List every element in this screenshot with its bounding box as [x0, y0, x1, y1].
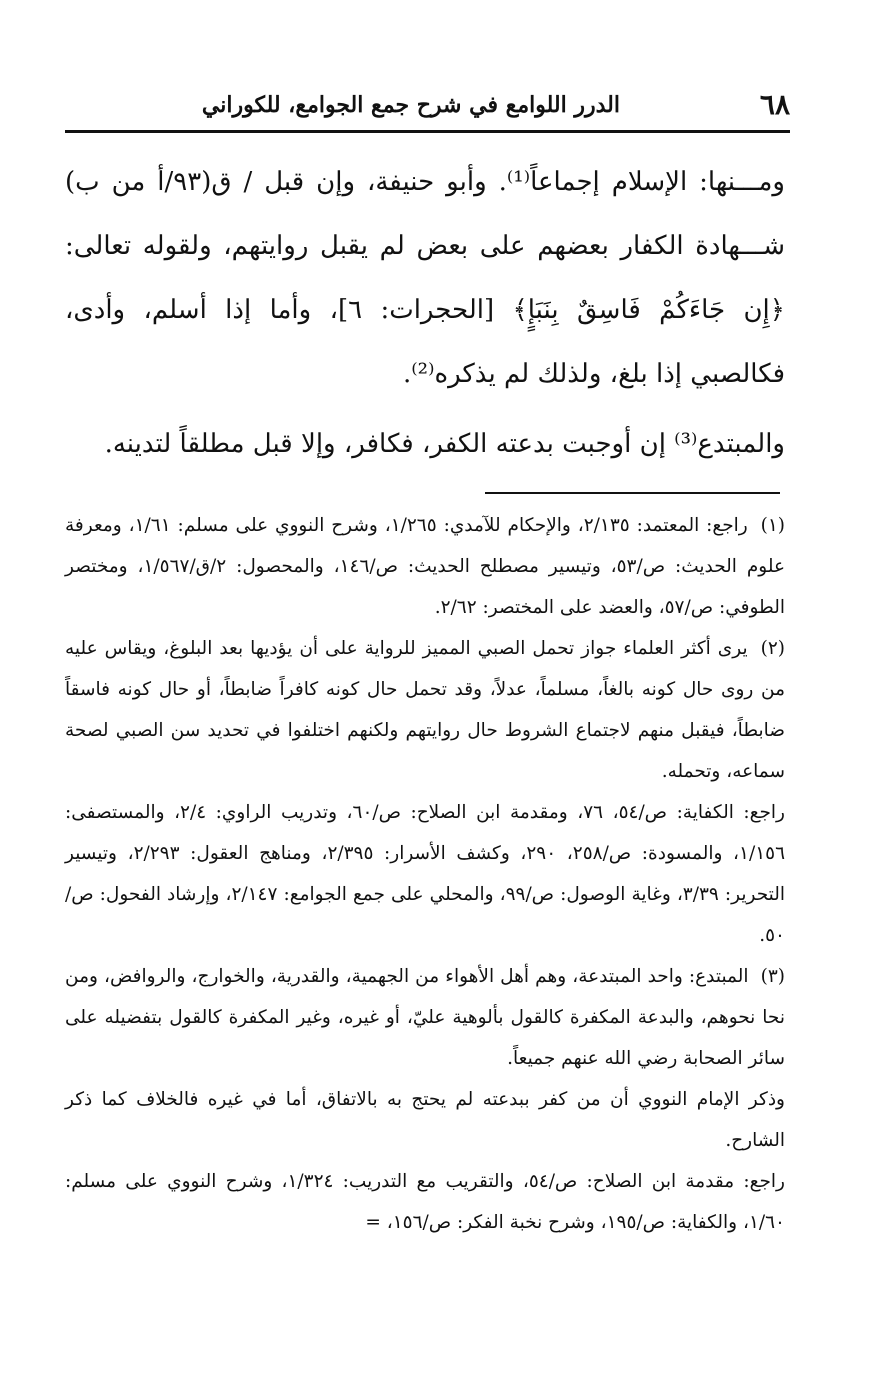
footnote-2-references: راجع: الكفاية: ص/٥٤، ٧٦، ومقدمة ابن الصلاح: ص/٦٠، وتدريب الراوي: ٢/٤، والمستصفى: ١/١٥٦، والمسودة: ص/٢٥٨، ٢٩٠، وكشف الأسرار: ٢/٣٩٥، ومناهج العقول: ٢/٢٩٣، وتيسير التحرير: ٣/٣٩، وغاية الوصول: ص/٩٩، والمحلي على جمع الجوامع: ٢/١٤٧، وإرشاد الفحول: ص/٥٠.: [65, 802, 786, 946]
running-title: الدرر اللوامع في شرح جمع الجوامع، للكوراني: [201, 92, 620, 118]
main-paragraph: والمبتدع⁽³⁾ إن أوجبت بدعته الكفر، فكافر، وإلا قبل مطلقاً لتدينه.: [104, 429, 785, 459]
footnote-3-note: وذكر الإمام النووي أن من كفر ببدعته لم يحتج به بالاتفاق، أما في غيره فالخلاف كما ذكر الشارح.: [65, 1089, 785, 1151]
footnote-1: [65, 505, 785, 628]
footnote-2: [65, 628, 785, 792]
footnote-number: (٢): [760, 638, 785, 659]
main-paragraph: ومـــنها: الإسلام إجماعاً⁽¹⁾. وأبو حنيفة، وإن قبل / ق(٩٣/أ من ب) شـــهادة الكفار بعضهم على بعض لم يقبل روايتهم، ولقوله تعالى: ﴿إِن جَاءَكُمْ فَاسِقٌ بِنَبَإٍ﴾ [الحجرات: ٦]، وأما إذا أسلم، وأدى، فكالصبي إذا بلغ، ولذلك لم يذكره⁽²⁾.: [65, 167, 785, 389]
header-rule: [65, 130, 790, 133]
footnote-number: (١): [760, 515, 785, 536]
footnote-separator: [485, 492, 780, 494]
footnote-3: [65, 956, 785, 1079]
footnote-number: (٣): [760, 966, 785, 987]
footnote-text: راجع: المعتمد: ٢/١٣٥، والإحكام للآمدي: ١/٢٦٥، وشرح النووي على مسلم: ١/٦١، ومعرفة علوم الحديث: ص/٥٣، وتيسير مصطلح الحديث: ص/١٤٦، والمحصول: ٢/ق/١/٥٦٧، ومختصر الطوفي: ص/٥٧، والعضد على المختصر: ٢/٦٢.: [65, 515, 785, 618]
page-header: [60, 88, 790, 128]
page-number: ٦٨: [759, 88, 790, 121]
main-text: [65, 150, 785, 476]
footnote-3-references: راجع: مقدمة ابن الصلاح: ص/٥٤، والتقريب مع التدريب: ١/٣٢٤، وشرح النووي على مسلم: ١/٦٠، والكفاية: ص/١٩٥، وشرح نخبة الفكر: ص/١٥٦، =: [65, 1171, 785, 1233]
footnote-text: يرى أكثر العلماء جواز تحمل الصبي المميز للرواية على أن يؤديها بعد البلوغ، ويقاس عليه من روى حال كونه بالغاً، مسلماً، عدلاً، وقد تحمل حال كونه كافراً ضابطاً، أو حال كونه فاسقاً ضابطاً، فيقبل منهم لاجتماع الشروط حال روايتهم ولكنهم اختلفوا في تحديد سن الصبي لصحة سماعه، وتحمله.: [65, 638, 785, 782]
footnote-text: المبتدع: واحد المبتدعة، وهم أهل الأهواء من الجهمية، والقدرية، والخوارج، والروافض، ومن نحا نحوهم، والبدعة المكفرة كالقول بألوهية عليّ، أو غيره، وغير المكفرة كالقول بتفضيله على سائر الصحابة رضي الله عنهم جميعاً.: [65, 966, 785, 1069]
footnotes: [65, 505, 785, 1243]
